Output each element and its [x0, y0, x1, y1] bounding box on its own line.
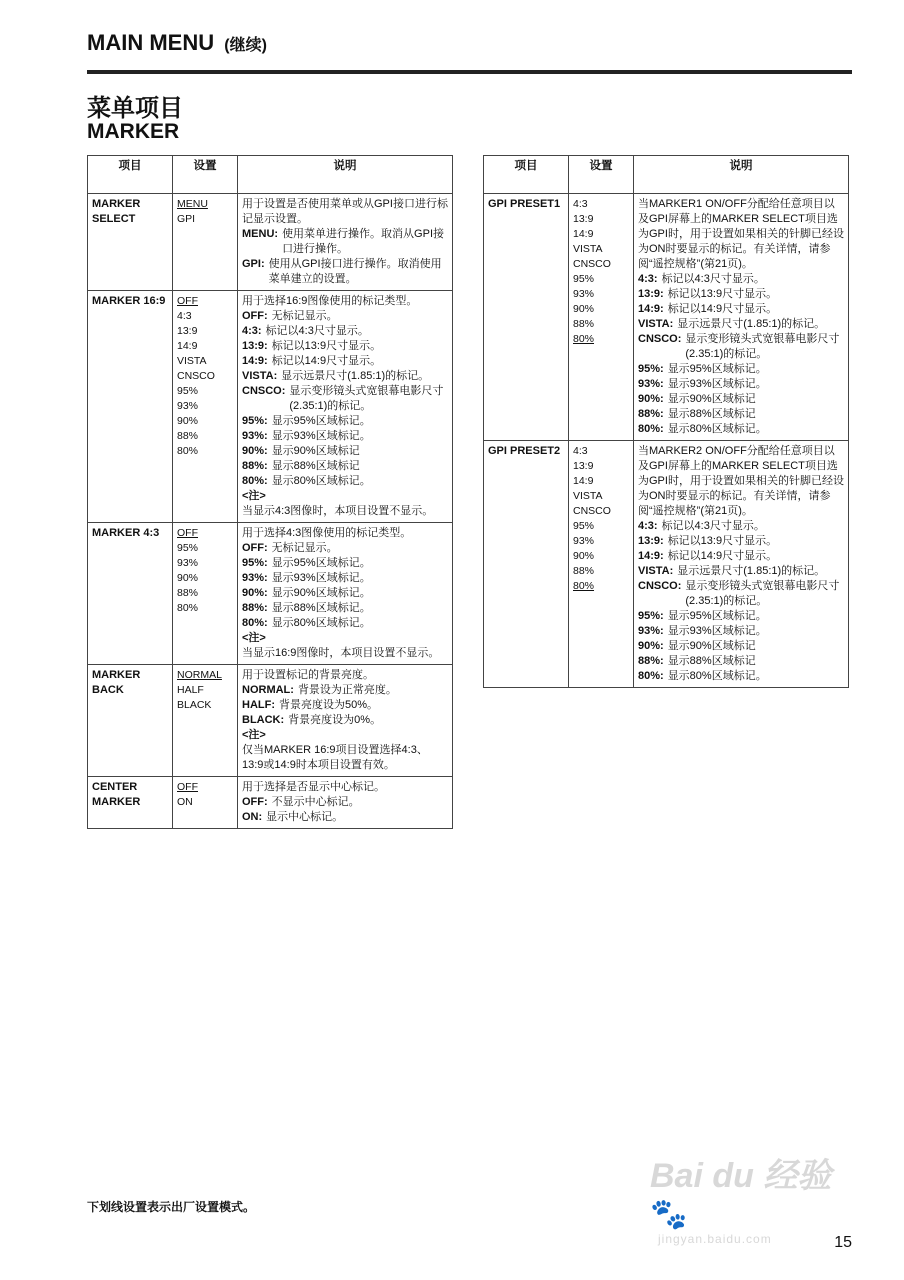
option-value: MENU — [177, 198, 208, 210]
desc-intro: 用于选择4:3图像使用的标记类型。 — [242, 527, 412, 539]
definition-value: 背景亮度设为50%。 — [279, 699, 379, 711]
row-options — [173, 194, 238, 291]
definition-key: HALF: — [242, 699, 275, 711]
option-value: 93% — [573, 535, 595, 547]
option-value: HALF — [177, 684, 204, 696]
table-header-row — [484, 156, 849, 194]
desc-definition — [638, 549, 844, 564]
option-value: OFF — [177, 527, 198, 539]
option-value: OFF — [177, 781, 198, 793]
definition-key: 90%: — [242, 587, 268, 599]
page-header — [87, 30, 267, 56]
option-value: 88% — [177, 587, 199, 599]
desc-definition — [638, 669, 844, 684]
definition-key: 95%: — [638, 363, 664, 375]
table-row — [88, 291, 453, 523]
marker-table-right — [483, 155, 849, 688]
definition-value: 使用从GPI接口进行操作。取消使用菜单建立的设置。 — [268, 258, 442, 285]
option-value: 4:3 — [573, 445, 588, 457]
desc-definition — [638, 392, 844, 407]
desc-definition — [638, 407, 844, 422]
desc-definition — [638, 639, 844, 654]
desc-definition — [242, 810, 448, 825]
row-item: MARKER BACK — [88, 665, 173, 777]
definition-key: OFF: — [242, 542, 268, 554]
definition-key: 90%: — [638, 640, 664, 652]
desc-intro: 用于选择16:9图像使用的标记类型。 — [242, 295, 418, 307]
watermark-url: jingyan.baidu.com — [658, 1232, 772, 1246]
row-item: GPI PRESET2 — [484, 441, 569, 688]
definition-value: 使用菜单进行操作。取消从GPI接口进行操作。 — [282, 228, 445, 255]
definition-key: 13:9: — [638, 288, 664, 300]
desc-intro: 当MARKER1 ON/OFF分配给任意项目以及GPI屏幕上的MARKER SELECT项目选为GPI时，用于设置如果相关的针脚已经设为ON时要显示的标记。有关详情，请参阅“遥控规格”(第21页)。 — [638, 198, 844, 270]
option-value: VISTA — [573, 490, 603, 502]
definition-value: 显示80%区域标记。 — [667, 670, 767, 682]
definition-key: OFF: — [242, 310, 268, 322]
definition-value: 显示95%区域标记。 — [271, 557, 371, 569]
option-value: BLACK — [177, 699, 212, 711]
paw-icon: 🐾 — [650, 1198, 688, 1231]
desc-definition — [242, 601, 448, 616]
row-description — [238, 523, 453, 665]
desc-definition — [242, 414, 448, 429]
definition-value: 显示中心标记。 — [266, 811, 344, 823]
definition-value: 显示90%区域标记 — [271, 445, 360, 457]
option-value: CNSCO — [573, 258, 611, 270]
desc-definition — [638, 519, 844, 534]
definition-key: 90%: — [242, 445, 268, 457]
desc-definition — [638, 579, 844, 609]
page-number: 15 — [834, 1234, 852, 1251]
definition-key: 93%: — [242, 572, 268, 584]
option-value: 13:9 — [573, 460, 594, 472]
definition-key: 93%: — [638, 378, 664, 390]
row-options — [173, 523, 238, 665]
row-options — [569, 194, 634, 441]
definition-value: 显示90%区域标记 — [667, 393, 756, 405]
definition-value: 无标记显示。 — [271, 542, 338, 554]
col-setting: 设置 — [569, 156, 634, 194]
definition-key: 80%: — [638, 423, 664, 435]
section-title-en: MARKER — [87, 120, 180, 143]
definition-value: 显示远景尺寸(1.85:1)的标记。 — [677, 565, 826, 577]
header-title: MAIN MENU — [87, 30, 215, 55]
definition-key: 90%: — [638, 393, 664, 405]
definition-value: 显示变形镜头式宽银幕电影尺寸(2.35:1)的标记。 — [685, 333, 840, 360]
desc-definition — [242, 354, 448, 369]
definition-key: 80%: — [638, 670, 664, 682]
definition-key: 4:3: — [638, 520, 658, 532]
definition-value: 显示88%区域标记 — [667, 408, 756, 420]
definition-value: 标记以4:3尺寸显示。 — [265, 325, 369, 337]
option-value: 4:3 — [573, 198, 588, 210]
definition-value: 显示93%区域标记。 — [271, 430, 371, 442]
option-value: 14:9 — [573, 475, 594, 487]
table-row — [88, 665, 453, 777]
desc-definition — [242, 713, 448, 728]
table-row — [88, 777, 453, 829]
definition-value: 显示95%区域标记。 — [667, 363, 767, 375]
row-item: GPI PRESET1 — [484, 194, 569, 441]
desc-definition — [242, 474, 448, 489]
table-row — [88, 194, 453, 291]
desc-note-label: <注> — [242, 632, 266, 644]
option-value: 13:9 — [177, 325, 198, 337]
option-value: 14:9 — [177, 340, 198, 352]
option-value: 80% — [573, 580, 595, 592]
definition-value: 显示变形镜头式宽银幕电影尺寸(2.35:1)的标记。 — [685, 580, 840, 607]
desc-note-label: <注> — [242, 490, 266, 502]
col-desc: 说明 — [634, 156, 849, 194]
definition-key: 4:3: — [242, 325, 262, 337]
option-value: 4:3 — [177, 310, 192, 322]
definition-value: 背景设为正常亮度。 — [297, 684, 397, 696]
definition-key: NORMAL: — [242, 684, 294, 696]
option-value: 88% — [177, 430, 199, 442]
option-value: GPI — [177, 213, 196, 225]
definition-value: 标记以14:9尺寸显示。 — [667, 303, 778, 315]
desc-intro: 当MARKER2 ON/OFF分配给任意项目以及GPI屏幕上的MARKER SELECT项目选为GPI时，用于设置如果相关的针脚已经设为ON时要显示的标记。有关详情，请参阅“遥控规格”(第21页)。 — [638, 445, 844, 517]
desc-definition — [242, 444, 448, 459]
option-value: 95% — [177, 542, 199, 554]
header-subtitle: (继续) — [224, 37, 267, 54]
definition-value: 显示88%区域标记。 — [271, 602, 371, 614]
row-options — [569, 441, 634, 688]
col-setting: 设置 — [173, 156, 238, 194]
definition-value: 显示88%区域标记 — [271, 460, 360, 472]
desc-definition — [638, 534, 844, 549]
option-value: 88% — [573, 318, 595, 330]
desc-intro: 用于设置标记的背景亮度。 — [242, 669, 374, 681]
definition-key: OFF: — [242, 796, 268, 808]
desc-note-text: 当显示4:3图像时，本项目设置不显示。 — [242, 505, 434, 517]
definition-value: 显示90%区域标记。 — [271, 587, 371, 599]
definition-value: 标记以13:9尺寸显示。 — [271, 340, 382, 352]
definition-key: VISTA: — [638, 318, 674, 330]
definition-key: 88%: — [242, 460, 268, 472]
definition-key: VISTA: — [242, 370, 278, 382]
desc-definition — [242, 586, 448, 601]
definition-key: 88%: — [638, 408, 664, 420]
definition-value: 标记以13:9尺寸显示。 — [667, 288, 778, 300]
desc-definition — [638, 422, 844, 437]
definition-key: MENU: — [242, 228, 279, 240]
watermark — [650, 1148, 850, 1248]
definition-value: 背景亮度设为0%。 — [288, 714, 382, 726]
option-value: 80% — [177, 445, 199, 457]
desc-definition — [638, 317, 844, 332]
header-rule — [87, 70, 852, 74]
marker-table-left — [87, 155, 453, 829]
desc-intro: 用于选择是否显示中心标记。 — [242, 781, 385, 793]
definition-value: 标记以4:3尺寸显示。 — [661, 273, 765, 285]
option-value: 95% — [573, 273, 595, 285]
desc-definition — [638, 332, 844, 362]
definition-value: 显示93%区域标记。 — [667, 625, 767, 637]
row-options — [173, 777, 238, 829]
option-value: CNSCO — [573, 505, 611, 517]
definition-key: VISTA: — [638, 565, 674, 577]
desc-definition — [242, 698, 448, 713]
definition-value: 显示90%区域标记 — [667, 640, 756, 652]
footer-note: 下划线设置表示出厂设置模式。 — [87, 1200, 256, 1214]
option-value: ON — [177, 796, 193, 808]
definition-key: 95%: — [242, 415, 268, 427]
row-description — [238, 777, 453, 829]
row-description — [238, 194, 453, 291]
desc-definition — [242, 556, 448, 571]
col-item: 项目 — [88, 156, 173, 194]
definition-value: 显示80%区域标记。 — [667, 423, 767, 435]
row-item: MARKER 16:9 — [88, 291, 173, 523]
definition-value: 标记以13:9尺寸显示。 — [667, 535, 778, 547]
row-description — [238, 291, 453, 523]
row-options — [173, 291, 238, 523]
table-row — [484, 194, 849, 441]
definition-key: 88%: — [638, 655, 664, 667]
option-value: 80% — [573, 333, 595, 345]
desc-definition — [242, 309, 448, 324]
desc-definition — [242, 324, 448, 339]
definition-key: 80%: — [242, 617, 268, 629]
definition-key: GPI: — [242, 258, 265, 270]
definition-value: 显示远景尺寸(1.85:1)的标记。 — [281, 370, 430, 382]
desc-definition — [242, 683, 448, 698]
definition-key: 13:9: — [638, 535, 664, 547]
option-value: 95% — [573, 520, 595, 532]
table-row — [484, 441, 849, 688]
desc-note-text: 当显示16:9图像时，本项目设置不显示。 — [242, 647, 440, 659]
row-options — [173, 665, 238, 777]
desc-definition — [242, 257, 448, 287]
desc-definition — [242, 227, 448, 257]
desc-definition — [638, 564, 844, 579]
definition-value: 显示93%区域标记。 — [271, 572, 371, 584]
option-value: 90% — [573, 550, 595, 562]
row-description — [634, 194, 849, 441]
definition-value: 显示95%区域标记。 — [667, 610, 767, 622]
definition-key: 14:9: — [638, 303, 664, 315]
desc-definition — [638, 272, 844, 287]
definition-value: 显示变形镜头式宽银幕电影尺寸(2.35:1)的标记。 — [289, 385, 444, 412]
col-desc: 说明 — [238, 156, 453, 194]
option-value: 90% — [177, 572, 199, 584]
option-value: 90% — [177, 415, 199, 427]
desc-definition — [242, 369, 448, 384]
desc-definition — [242, 795, 448, 810]
option-value: 88% — [573, 565, 595, 577]
table-row — [88, 523, 453, 665]
definition-value: 显示80%区域标记。 — [271, 617, 371, 629]
desc-note-label: <注> — [242, 729, 266, 741]
definition-key: 4:3: — [638, 273, 658, 285]
desc-intro: 用于设置是否使用菜单或从GPI接口进行标记显示设置。 — [242, 198, 448, 225]
table-header-row — [88, 156, 453, 194]
definition-key: 13:9: — [242, 340, 268, 352]
watermark-brand: Bai du 经验 — [650, 1157, 832, 1195]
option-value: NORMAL — [177, 669, 222, 681]
definition-value: 显示88%区域标记 — [667, 655, 756, 667]
definition-value: 显示95%区域标记。 — [271, 415, 371, 427]
desc-note-text: 仅当MARKER 16:9项目设置选择4:3、13:9或14:9时本项目设置有效。 — [242, 744, 428, 771]
definition-value: 无标记显示。 — [271, 310, 338, 322]
definition-value: 标记以14:9尺寸显示。 — [271, 355, 382, 367]
definition-key: 93%: — [242, 430, 268, 442]
definition-key: 88%: — [242, 602, 268, 614]
desc-definition — [638, 377, 844, 392]
definition-key: 80%: — [242, 475, 268, 487]
row-description — [238, 665, 453, 777]
row-item: CENTER MARKER — [88, 777, 173, 829]
desc-definition — [242, 429, 448, 444]
definition-key: 93%: — [638, 625, 664, 637]
definition-key: 95%: — [638, 610, 664, 622]
desc-definition — [242, 616, 448, 631]
option-value: VISTA — [177, 355, 207, 367]
row-item: MARKER SELECT — [88, 194, 173, 291]
definition-key: BLACK: — [242, 714, 285, 726]
definition-key: CNSCO: — [638, 333, 682, 345]
desc-definition — [638, 624, 844, 639]
desc-definition — [242, 339, 448, 354]
option-value: CNSCO — [177, 370, 215, 382]
option-value: 93% — [177, 557, 199, 569]
desc-definition — [638, 609, 844, 624]
option-value: 93% — [573, 288, 595, 300]
definition-value: 不显示中心标记。 — [271, 796, 360, 808]
option-value: OFF — [177, 295, 198, 307]
section-title-zh: 菜单项目 — [87, 95, 183, 122]
desc-definition — [242, 459, 448, 474]
row-item: MARKER 4:3 — [88, 523, 173, 665]
definition-value: 显示远景尺寸(1.85:1)的标记。 — [677, 318, 826, 330]
desc-definition — [638, 287, 844, 302]
definition-key: ON: — [242, 811, 263, 823]
desc-definition — [242, 541, 448, 556]
definition-key: 14:9: — [638, 550, 664, 562]
col-item: 项目 — [484, 156, 569, 194]
definition-key: 14:9: — [242, 355, 268, 367]
desc-definition — [242, 571, 448, 586]
definition-value: 显示93%区域标记。 — [667, 378, 767, 390]
definition-key: CNSCO: — [242, 385, 286, 397]
definition-key: CNSCO: — [638, 580, 682, 592]
definition-key: 95%: — [242, 557, 268, 569]
definition-value: 标记以4:3尺寸显示。 — [661, 520, 765, 532]
option-value: 95% — [177, 385, 199, 397]
option-value: 14:9 — [573, 228, 594, 240]
option-value: 80% — [177, 602, 199, 614]
desc-definition — [638, 302, 844, 317]
desc-definition — [638, 362, 844, 377]
definition-value: 显示80%区域标记。 — [271, 475, 371, 487]
option-value: 93% — [177, 400, 199, 412]
desc-definition — [638, 654, 844, 669]
option-value: VISTA — [573, 243, 603, 255]
option-value: 90% — [573, 303, 595, 315]
definition-value: 标记以14:9尺寸显示。 — [667, 550, 778, 562]
desc-definition — [242, 384, 448, 414]
row-description — [634, 441, 849, 688]
option-value: 13:9 — [573, 213, 594, 225]
